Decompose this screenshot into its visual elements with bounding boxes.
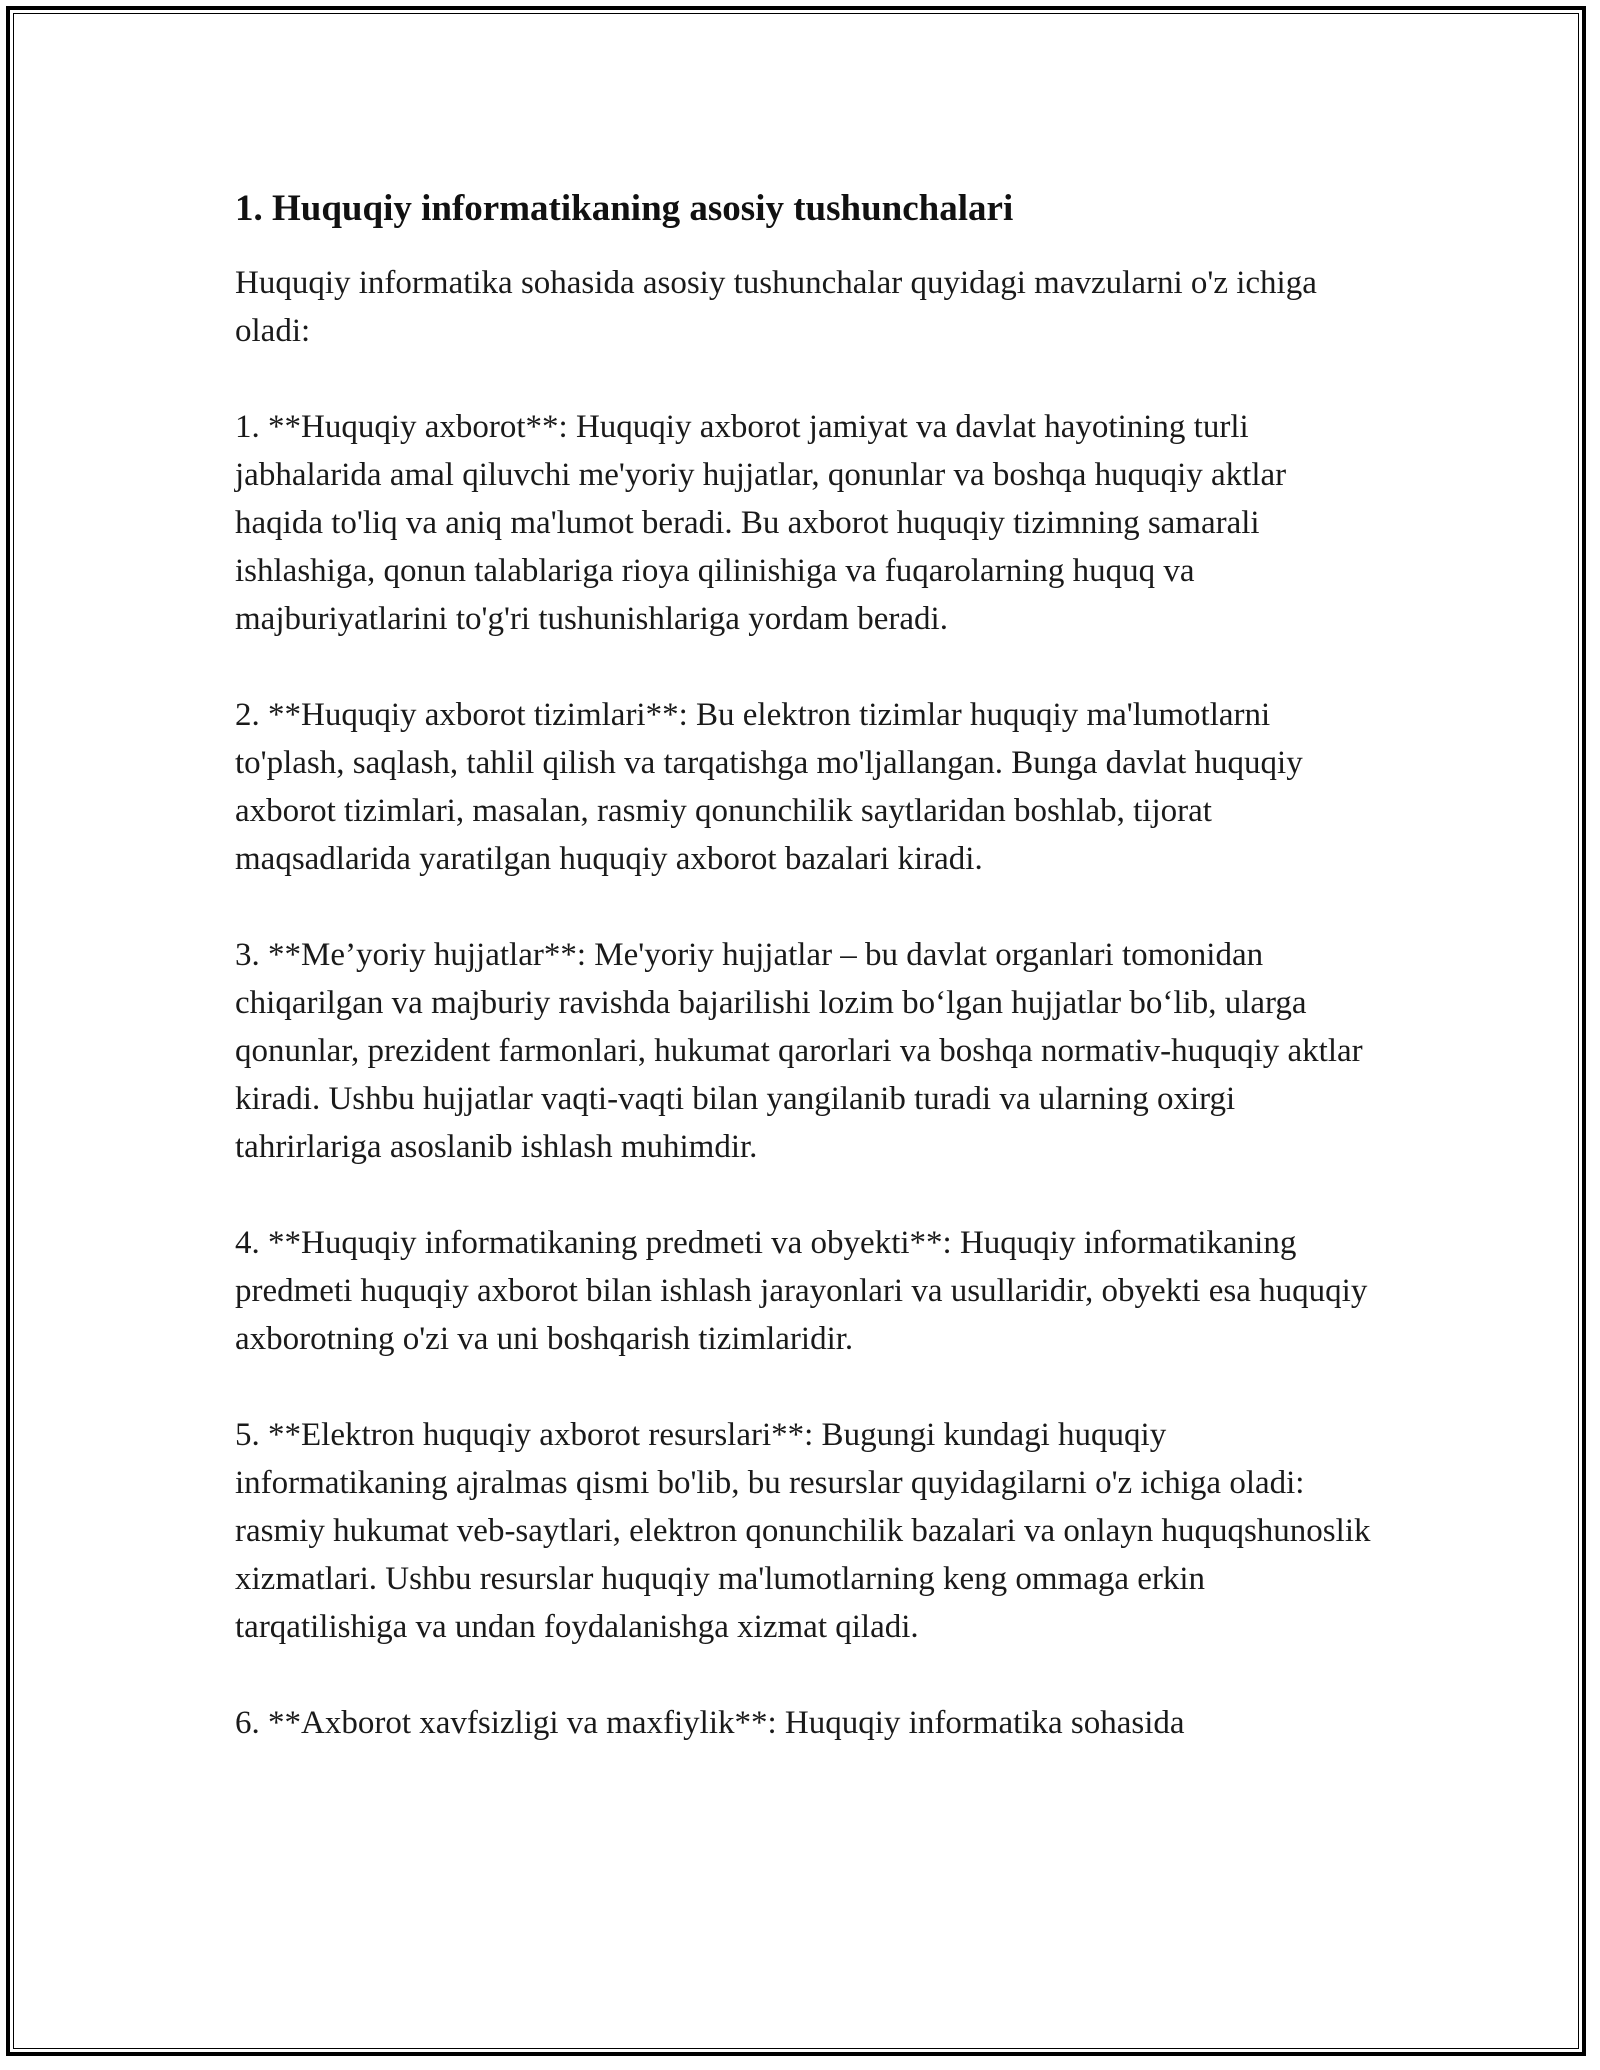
list-item-6: 6. **Axborot xavfsizligi va maxfiylik**: Huquqiy informatika sohasida <box>235 1705 1185 1741</box>
list-item-5: 5. **Elektron huquqiy axborot resurslari**: Bugungi kundagi huquqiy informatikaning ajralmas qismi bo'lib, bu resurslar quyidagilarni o'z ichiga oladi: rasmiy hukumat veb-saytlari, elektron qonunchilik bazalari va onlayn huquqshunoslik xizmatlari. Ushbu resurslar huquqiy ma'lumotlarning keng ommaga erkin tarqatilishiga va undan foydalanishga xizmat qiladi. <box>235 1417 1371 1645</box>
document-heading: 1. Huquqiy informatikaning asosiy tushunchalari <box>235 188 1014 229</box>
list-item-3: 3. **Me’yoriy hujjatlar**: Me'yoriy hujjatlar – bu davlat organlari tomonidan chiqarilgan va majburiy ravishda bajarilishi lozim bo‘lgan hujjatlar bo‘lib, ularga qonunlar, prezident farmonlari, hukumat qarorlari va boshqa normativ-huquqiy aktlar kiradi. Ushbu hujjatlar vaqti-vaqti bilan yangilanib turadi va ularning oxirgi tahrirlariga asoslanib ishlash muhimdir. <box>235 937 1363 1165</box>
list-item-1: 1. **Huquqiy axborot**: Huquqiy axborot jamiyat va davlat hayotining turli jabhalarida amal qiluvchi me'yoriy hujjatlar, qonunlar va boshqa huquqiy aktlar haqida to'liq va aniq ma'lumot beradi. Bu axborot huquqiy tizimning samarali ishlashiga, qonun talablariga rioya qilinishiga va fuqarolarning huquq va majburiyatlarini to'g'ri tushunishlariga yordam beradi. <box>235 409 1287 637</box>
list-item-4: 4. **Huquqiy informatikaning predmeti va obyekti**: Huquqiy informatikaning predmeti huquqiy axborot bilan ishlash jarayonlari va usullaridir, obyekti esa huquqiy axborotning o'zi va uni boshqarish tizimlaridir. <box>235 1225 1368 1357</box>
document-body <box>235 185 1375 1795</box>
list-item-2: 2. **Huquqiy axborot tizimlari**: Bu elektron tizimlar huquqiy ma'lumotlarni to'plash, saqlash, tahlil qilish va tarqatishga mo'ljallangan. Bunga davlat huquqiy axborot tizimlari, masalan, rasmiy qonunchilik saytlaridan boshlab, tijorat maqsadlarida yaratilgan huquqiy axborot bazalari kiradi. <box>235 697 1303 877</box>
intro-paragraph: Huquqiy informatika sohasida asosiy tushunchalar quyidagi mavzularni o'z ichiga oladi: <box>235 265 1317 349</box>
